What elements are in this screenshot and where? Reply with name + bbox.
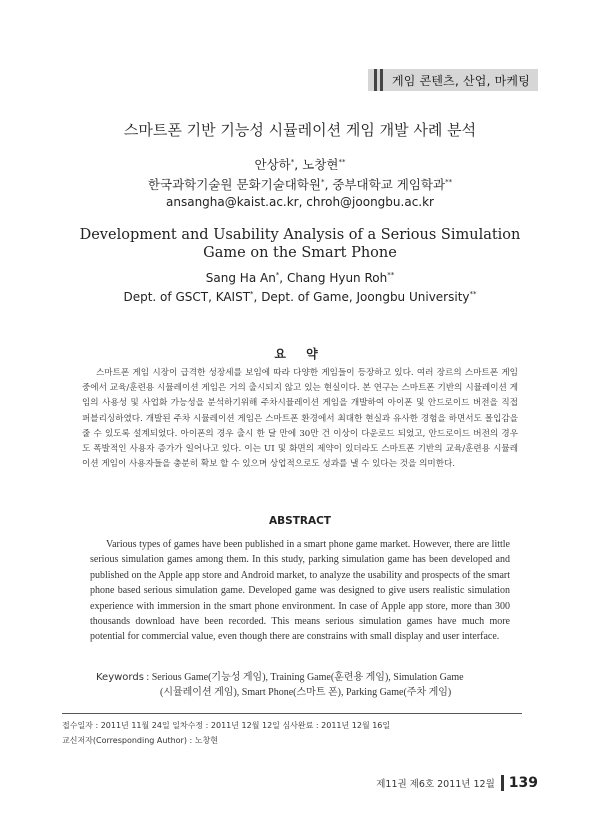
affiliation-english bbox=[0, 290, 600, 304]
keywords bbox=[96, 670, 516, 700]
page-number: 139 bbox=[508, 775, 538, 791]
abstract-english-body: Various types of games have been published in a smart phone game market. However, there are little serious simulation games among them. In this study, parking simulation game has been developed and published on the Apple app store and Android market, to analyze the usability and prospects of the smart phone based serious simulation game. Developed game was designed to give users realistic simulation experience with immersion in the smart phone environment. In case of Apple app store, more than 300 thousands download have been recorded. This means serious simulation games have much more potential for commercial value, even though there are constrains with small display and user interface. bbox=[90, 539, 510, 643]
title-english: Development and Usability Analysis of a Serious Simulation Game on the Smart Phone bbox=[79, 227, 521, 261]
submission-dates: 접수일자 : 2011년 11월 24일 일차수정 : 2011년 12월 12일 심사완료 : 2011년 12월 16일 bbox=[62, 721, 391, 730]
author-name: Sang Ha An bbox=[205, 271, 276, 285]
abstract-korean-body: 스마트폰 게임 시장이 급격한 성장세를 보임에 따라 다양한 게임들이 등장하고 있다. 여러 장르의 스마트폰 게임 중에서 교육/훈련용 시뮬레이션 게임은 거의 출시되지 않고 있는 현실이다. 본 연구는 스마트폰 기반의 시뮬레이션 게임의 사용성 및 사업화 가능성을 분석하기위해 주차시뮬레이션 게임을 개발하여 아이폰 및 안드로이드 버전을 직접 퍼블리싱하였다. 개발된 주차 시뮬레이션 게임은 스마트폰 환경에서 최대한 현실과 유사한 경험을 하면서도 몰입감을 줄 수 있도록 설계되었다. 아이폰의 경우 출시 한 달 만에 30만 건 이상이 다운로드 되었고, 안드로이드 버전의 경우도 폭발적인 사용자 증가가 일어나고 있다. 이는 UI 및 화면의 제약이 있더라도 스마트폰 기반의 교육/훈련용 시뮬레이션 게임이 사용자들을 충분히 확보 할 수 있으며 상업적으로도 성과를 낼 수 있다는 것을 의미한다. bbox=[82, 368, 518, 470]
corresponding-author: 교신저자(Corresponding Author) : 노창현 bbox=[62, 736, 218, 745]
author-emails: ansangha@kaist.ac.kr, chroh@joongbu.ac.kr bbox=[166, 195, 434, 209]
abstract-english-heading: ABSTRACT bbox=[269, 515, 331, 527]
affiliation-marker: ** bbox=[445, 177, 453, 186]
affiliation-separator: , bbox=[324, 177, 333, 192]
affiliation-part: 중부대학교 게임학과 bbox=[332, 177, 446, 192]
keywords-line-2: (시뮬레이션 게임), Smart Phone(스마트 폰), Parking Game(주차 게임) bbox=[160, 687, 452, 698]
authors-korean bbox=[0, 155, 600, 173]
author-name: 안상하 bbox=[254, 157, 291, 172]
keywords-text: : Serious Game(기능성 게임), Training Game(훈련용 게임), Simulation Game bbox=[146, 672, 464, 683]
author-separator: , bbox=[279, 271, 287, 285]
keywords-label: Keywords bbox=[96, 672, 144, 683]
abstract-korean-heading: 요 약 bbox=[274, 347, 326, 361]
footer-separator bbox=[501, 775, 504, 791]
author-marker: ** bbox=[387, 271, 395, 279]
journal-issue: 제11권 제6호 2011년 12월 bbox=[376, 779, 495, 790]
author-marker: ** bbox=[338, 157, 346, 166]
author-separator: , bbox=[294, 157, 303, 172]
authors-english bbox=[0, 271, 600, 285]
page-footer bbox=[376, 775, 538, 791]
title-korean: 스마트폰 기반 기능성 시뮬레이션 게임 개발 사례 분석 bbox=[123, 121, 477, 139]
affiliation-marker: * bbox=[320, 177, 325, 186]
author-name: 노창현 bbox=[302, 157, 339, 172]
affiliation-korean bbox=[0, 175, 600, 193]
footnote-divider bbox=[62, 713, 522, 714]
author-marker: * bbox=[275, 271, 280, 279]
affiliation-separator: , bbox=[253, 290, 262, 304]
section-tag bbox=[368, 69, 538, 91]
keywords-line-1 bbox=[96, 670, 516, 685]
affiliation-part: Dept. of GSCT, KAIST bbox=[123, 290, 251, 304]
affiliation-marker: * bbox=[250, 290, 254, 298]
affiliation-marker: ** bbox=[469, 290, 477, 298]
author-marker: * bbox=[290, 157, 295, 166]
section-tag-label: 게임 콘텐츠, 산업, 마케팅 bbox=[392, 73, 530, 88]
tag-bars bbox=[374, 69, 386, 91]
affiliation-part: Dept. of Game, Joongbu University bbox=[261, 290, 470, 304]
author-name: Chang Hyun Roh bbox=[286, 271, 388, 285]
affiliation-part: 한국과학기술원 문화기술대학원 bbox=[147, 177, 321, 192]
